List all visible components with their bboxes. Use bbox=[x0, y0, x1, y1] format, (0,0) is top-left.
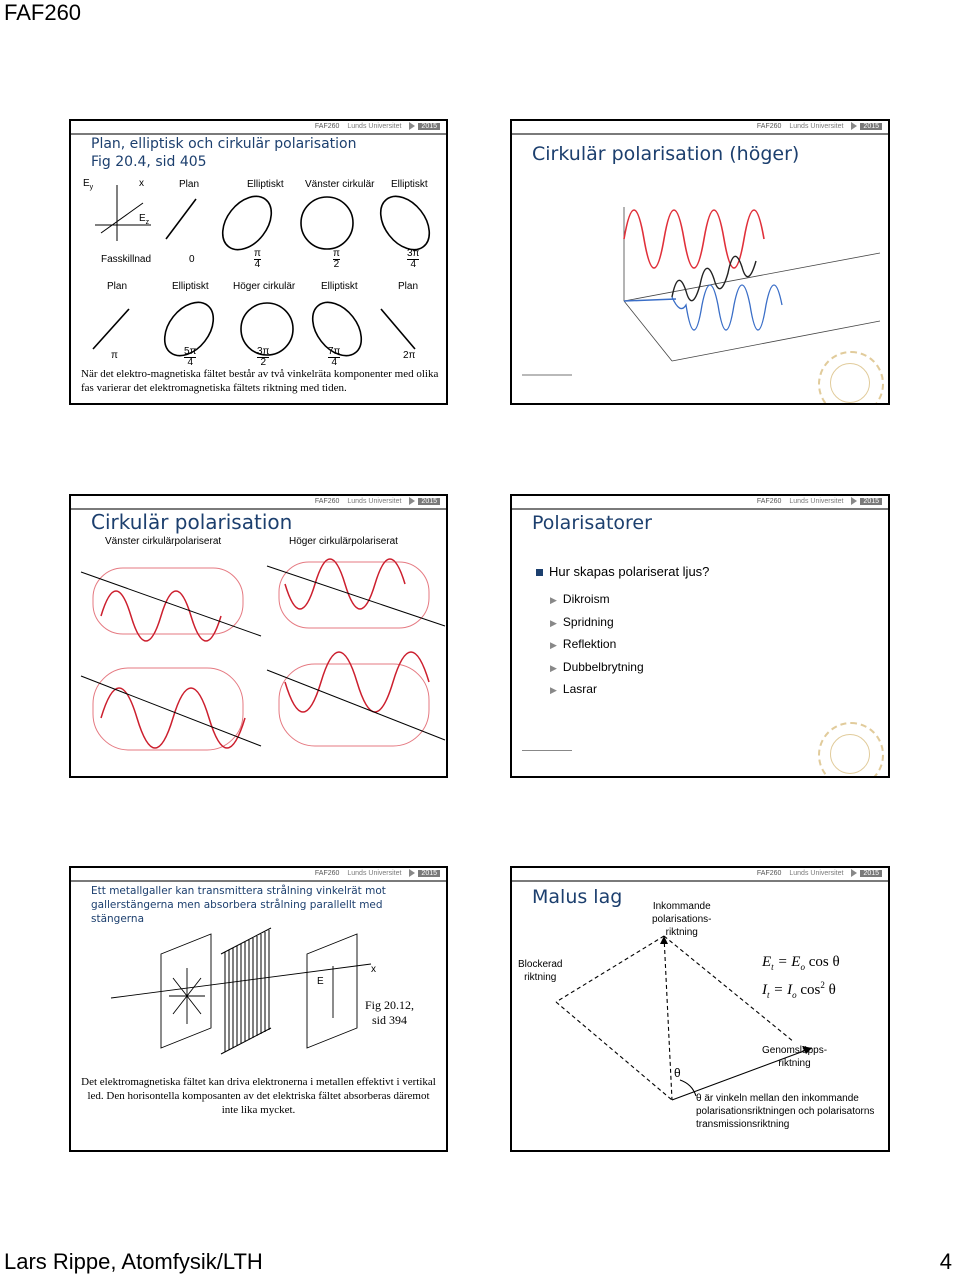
page-footer-author: Lars Rippe, Atomfysik/LTH bbox=[4, 1249, 263, 1274]
university-seal-icon bbox=[818, 722, 884, 778]
slide-title: Cirkulär polarisation bbox=[91, 510, 293, 534]
list-item: ▶ Spridning bbox=[550, 614, 614, 629]
axis-x-label: x bbox=[371, 964, 376, 975]
circular-helix-figures bbox=[71, 496, 446, 776]
blocked-direction-label: Blockerad riktning bbox=[518, 959, 563, 983]
row1-label-3: Elliptiskt bbox=[391, 179, 428, 190]
slide-year-label: 2015 bbox=[860, 123, 882, 130]
triangle-bullet-icon: ▶ bbox=[550, 640, 557, 650]
slide-title: Cirkulär polarisation (höger) bbox=[532, 143, 800, 165]
slide-title: Malus lag bbox=[532, 886, 623, 908]
slide-year-label: 2015 bbox=[418, 123, 440, 130]
slide-course-label: FAF260 bbox=[314, 122, 340, 130]
row2-phase-4: 2π bbox=[403, 350, 416, 361]
row2-phase-1: 5π 4 bbox=[184, 346, 197, 368]
list-item: ▶ Dubbelbrytning bbox=[550, 659, 644, 674]
list-item: ▶ Reflektion bbox=[550, 637, 617, 651]
row1-label-1: Elliptiskt bbox=[247, 179, 284, 190]
slide-polarisatorer bbox=[510, 494, 890, 778]
equation-intensity: $I_t = I_o$ $\cos^2 \theta$ bbox=[762, 980, 836, 1000]
slide-course-label: FAF260 bbox=[756, 122, 782, 130]
row1-shapes bbox=[166, 187, 439, 259]
slide-title: Ett metallgaller kan transmittera strålning vinkelrät mot gallerstängerna men absorbera strålning parallellt med stängerna bbox=[91, 885, 386, 925]
slide-top-rule bbox=[512, 508, 888, 510]
slide-university-label: Lunds Universitet bbox=[789, 497, 844, 505]
slide-university-label: Lunds Universitet bbox=[347, 497, 402, 505]
triangle-bullet-icon: ▶ bbox=[550, 595, 557, 605]
page-number: 4 bbox=[939, 1249, 952, 1274]
row1-phase-2: π 2 bbox=[333, 248, 340, 270]
phase-label: Fasskillnad bbox=[101, 254, 152, 265]
row2-label-4: Plan bbox=[398, 281, 419, 292]
left-circular-label: Vänster cirkulärpolariserat bbox=[105, 536, 222, 547]
slide-year-label: 2015 bbox=[860, 498, 882, 505]
slide-university-label: Lunds Universitet bbox=[347, 122, 402, 130]
slide-course-label: FAF260 bbox=[756, 869, 782, 877]
theta-label: θ bbox=[674, 1066, 681, 1080]
right-circular-label: Höger cirkulärpolariserat bbox=[289, 536, 398, 547]
slide1-caption: När det elektro-magnetiska fältet består av två vinkelräta komponenter med olika fas varierar det elektromagnetiska fältets riktning med tiden. bbox=[81, 368, 439, 394]
row1-label-2: Vänster cirkulär bbox=[305, 179, 375, 190]
axis-e-label: E bbox=[317, 976, 324, 987]
slide-year-label: 2015 bbox=[418, 498, 440, 505]
slide-year-label: 2015 bbox=[860, 870, 882, 877]
row2-phase-2: 3π 2 bbox=[257, 346, 270, 368]
slide-cirkular-polarisation bbox=[69, 494, 448, 778]
row2-shapes bbox=[93, 293, 415, 365]
method-list bbox=[550, 589, 644, 702]
triangle-bullet-icon: ▶ bbox=[550, 662, 557, 673]
slide-title-line2: Fig 20.4, sid 405 bbox=[91, 154, 207, 170]
row2-phase-3: 7π 4 bbox=[328, 346, 341, 368]
slide-metallgaller bbox=[69, 866, 448, 1152]
slide-arrow-icon bbox=[851, 497, 857, 505]
row1-phase-3: 3π 4 bbox=[407, 248, 420, 270]
row2-label-2: Höger cirkulär bbox=[233, 281, 296, 292]
triangle-bullet-icon: ▶ bbox=[550, 685, 557, 695]
question-bullet: Hur skapas polariserat ljus? bbox=[536, 564, 709, 579]
row1-label-0: Plan bbox=[179, 179, 200, 190]
slide-header-bar bbox=[751, 497, 882, 505]
row2-label-0: Plan bbox=[107, 281, 128, 292]
slide5-caption: Det elektromagnetiska fältet kan driva elektronerna i metallen effektivt i vertikal led. Den horisontella komposanten av det elektriska fältet absorberas däremot inte lika mycket. bbox=[81, 1076, 436, 1116]
triangle-bullet-icon: ▶ bbox=[550, 617, 557, 628]
row2-label-1: Elliptiskt bbox=[172, 281, 209, 292]
square-bullet-icon bbox=[536, 569, 543, 576]
incoming-direction-label: Inkommande polarisations- riktning bbox=[652, 901, 712, 938]
list-item: ▶ Dikroism bbox=[550, 592, 610, 606]
slide-course-label: FAF260 bbox=[314, 869, 340, 877]
row1-phase-1: π 4 bbox=[254, 248, 261, 270]
equation-field: $E_t = E_o$ cos θ bbox=[762, 954, 840, 972]
slide-malus-lag bbox=[510, 866, 890, 1152]
slide-bottom-rule bbox=[522, 750, 572, 751]
transmission-direction-label: Genomsläpps- riktning bbox=[762, 1045, 828, 1069]
axis-x-label: x bbox=[139, 178, 144, 189]
slide-university-label: Lunds Universitet bbox=[347, 869, 402, 877]
slide-course-label: FAF260 bbox=[314, 497, 340, 505]
list-item: ▶ Lasrar bbox=[550, 682, 597, 696]
page-header: FAF260 bbox=[4, 0, 82, 25]
axis-ez-label: $E_z$ bbox=[139, 213, 150, 226]
slide-title: Polarisatorer bbox=[532, 512, 652, 534]
row2-label-3: Elliptiskt bbox=[321, 281, 358, 292]
slide-year-label: 2015 bbox=[418, 870, 440, 877]
slide-title-line1: Plan, elliptisk och cirkulär polarisation bbox=[91, 136, 357, 152]
row1-phase-0: 0 bbox=[189, 254, 195, 265]
slide-plan-elliptisk-cirkular bbox=[69, 119, 448, 405]
theta-note: θ är vinkeln mellan den inkommande polarisationsriktningen och polarisatorns transmissionsriktning bbox=[696, 1093, 875, 1130]
figure-reference: Fig 20.12, sid 394 bbox=[365, 998, 415, 1027]
slide-cirkular-hoger bbox=[510, 119, 890, 405]
slide-course-label: FAF260 bbox=[756, 497, 782, 505]
axis-ey-label: $E_y$ bbox=[83, 178, 94, 191]
row2-phase-0: π bbox=[111, 350, 118, 361]
slide-university-label: Lunds Universitet bbox=[789, 869, 844, 877]
slide-university-label: Lunds Universitet bbox=[789, 122, 844, 130]
